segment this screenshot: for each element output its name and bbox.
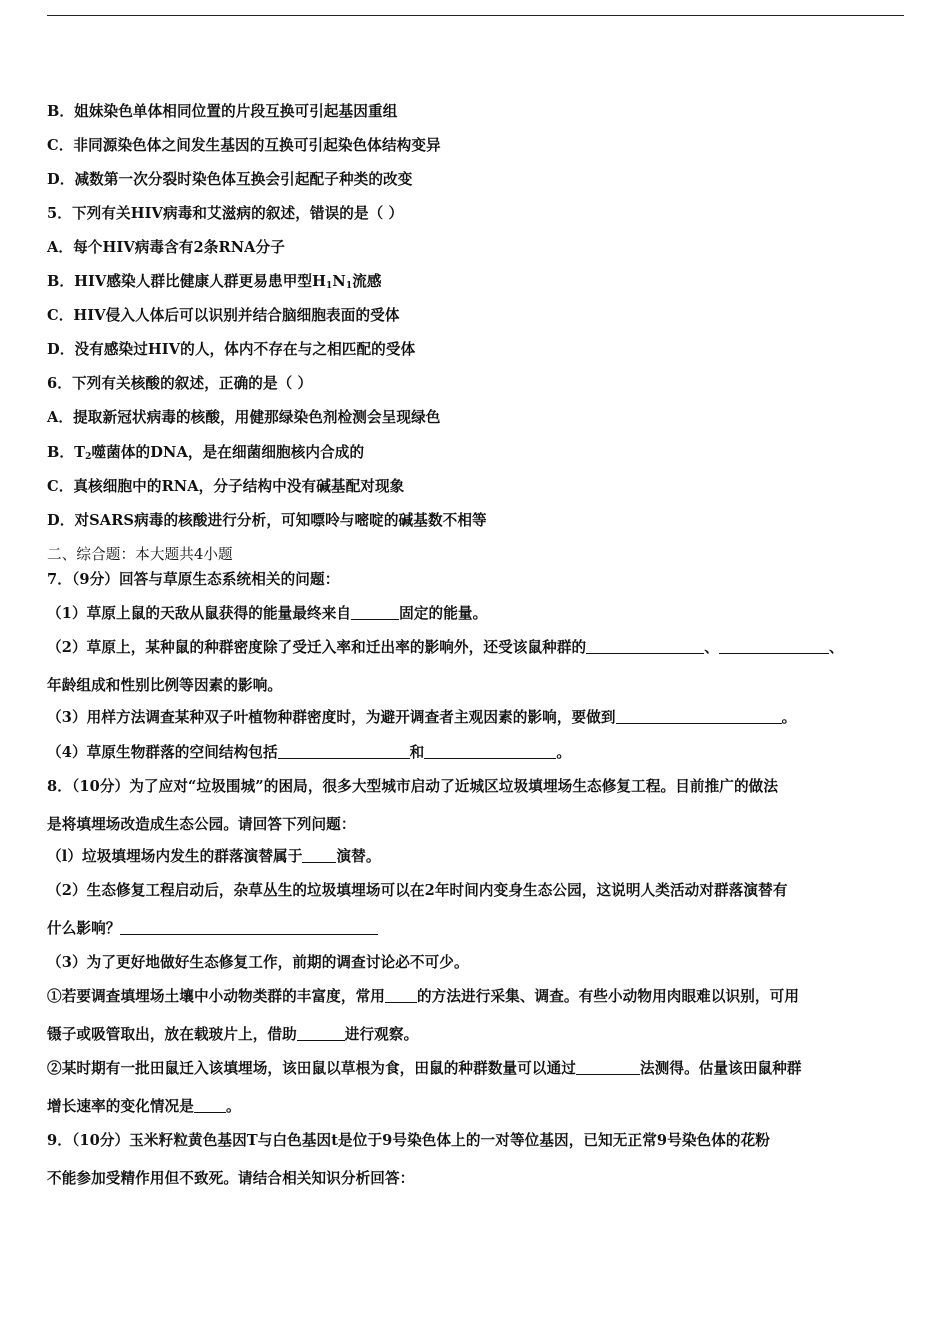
section-heading	[47, 545, 233, 565]
text: （2）生态修复工程启动后，杂草丛生的垃圾填埋场可以在2年时间内变身生态公园，这说明人类活动对群落演替有	[47, 882, 788, 899]
text: 年龄组成和性别比例等因素的影响。	[47, 677, 283, 694]
text: 噬菌体的DNA，是在细菌细胞核内合成的	[91, 444, 365, 461]
question-8	[47, 777, 778, 797]
option-d	[47, 170, 412, 190]
answer-blank	[719, 639, 829, 654]
text: 二、综合题：本大题共4小题	[47, 546, 233, 563]
answer-blank	[424, 744, 556, 759]
q5-option-d	[47, 340, 415, 360]
text: D．没有感染过HIV的人，体内不存在与之相匹配的受体	[47, 341, 416, 358]
q5-option-a	[47, 238, 285, 258]
answer-blank	[385, 988, 417, 1003]
text: ①若要调查填埋场土壤中小动物类群的丰富度，常用	[47, 988, 385, 1005]
text: 镊子或吸管取出，放在载玻片上，借助	[47, 1026, 297, 1043]
q7-part-3	[47, 708, 796, 728]
text: 进行观察。	[344, 1026, 419, 1043]
answer-blank	[302, 848, 336, 863]
question-9	[47, 1131, 770, 1151]
q8-part-3-item-2-cont	[47, 1097, 241, 1117]
q8-part-3-item-1	[47, 987, 799, 1007]
text: （l）垃圾填埋场内发生的群落演替属于	[47, 848, 303, 865]
q8-part-3-item-1-cont	[47, 1025, 418, 1045]
option-b	[47, 102, 397, 122]
q6-option-d	[47, 511, 487, 531]
q7-part-4	[47, 743, 571, 763]
text: 的方法进行采集、调查。有些小动物用肉眼难以识别，可用	[416, 988, 800, 1005]
q6-option-c	[47, 477, 404, 497]
q8-part-2	[47, 881, 788, 901]
question-7	[47, 570, 339, 590]
text: 流感	[352, 273, 382, 290]
subscript: 2	[85, 452, 92, 462]
text: （3）为了更好地做好生态修复工作，前期的调查讨论必不可少。	[47, 954, 469, 971]
header-rule	[47, 15, 904, 16]
text: N	[332, 273, 346, 290]
text: D．对SARS病毒的核酸进行分析，可知嘌呤与嘧啶的碱基数不相等	[47, 512, 487, 529]
answer-blank	[297, 1026, 345, 1041]
text: B．T	[47, 444, 86, 461]
text: C．HIV侵入人体后可以识别并结合脑细胞表面的受体	[47, 307, 400, 324]
answer-blank	[576, 1060, 640, 1075]
text: D．减数第一次分裂时染色体互换会引起配子种类的改变	[47, 171, 413, 188]
text: 、	[704, 639, 719, 656]
question-8-cont	[47, 815, 356, 835]
answer-blank	[616, 709, 782, 724]
q5-option-b	[47, 272, 382, 292]
answer-blank	[586, 639, 704, 654]
answer-blank	[120, 920, 378, 935]
text: （4）草原生物群落的空间结构包括	[47, 744, 278, 761]
question-6	[47, 374, 312, 394]
subscript: 1	[325, 281, 333, 291]
q7-part-1	[47, 604, 487, 624]
q8-part-3-item-2	[47, 1059, 802, 1079]
text: 不能参加受精作用但不致死。请结合相关知识分析回答：	[47, 1170, 415, 1187]
answer-blank	[351, 605, 399, 620]
text: 、	[828, 639, 844, 656]
text: 6．下列有关核酸的叙述，正确的是（ ）	[47, 375, 313, 392]
text: （1）草原上鼠的天敌从鼠获得的能量最终来自	[47, 605, 352, 622]
text: 。	[556, 744, 572, 761]
q7-part-2-cont	[47, 676, 282, 696]
text: 。	[781, 709, 797, 726]
q6-option-a	[47, 408, 440, 428]
text: （2）草原上，某种鼠的种群密度除了受迁入率和迁出率的影响外，还受该鼠种群的	[47, 639, 587, 656]
text: 固定的能量。	[399, 605, 488, 622]
text: ②某时期有一批田鼠迁入该填埋场，该田鼠以草根为食，田鼠的种群数量可以通过	[47, 1060, 576, 1077]
text: 和	[409, 744, 425, 761]
text: （3）用样方法调查某种双子叶植物种群密度时，为避开调查者主观因素的影响，要做到	[47, 709, 616, 726]
text: 8．（10分）为了应对“垃圾围城”的困局，很多大型城市启动了近城区垃圾填埋场生态修复工程。目前推广的做法	[47, 778, 779, 795]
text: A．提取新冠状病毒的核酸，用健那绿染色剂检测会呈现绿色	[47, 409, 441, 426]
text: 9．（10分）玉米籽粒黄色基因T与白色基因t是位于9号染色体上的一对等位基因，已知无正常9号染色体的花粉	[47, 1132, 770, 1149]
text: 法测得。估量该田鼠种群	[639, 1060, 802, 1077]
text: 5．下列有关HIV病毒和艾滋病的叙述，错误的是（ ）	[47, 205, 404, 222]
q8-part-2-cont	[47, 919, 378, 939]
text: 是将填埋场改造成生态公园。请回答下列问题：	[47, 816, 356, 833]
text: 增长速率的变化情况是	[47, 1098, 194, 1115]
text: 演替。	[336, 848, 381, 865]
answer-blank	[194, 1098, 226, 1113]
text: 什么影响？	[47, 920, 121, 937]
text: A．每个HIV病毒含有2条RNA分子	[47, 239, 285, 256]
text: B．HIV感染人群比健康人群更易患甲型H	[47, 273, 326, 290]
question-9-cont	[47, 1169, 414, 1189]
text: C．非同源染色体之间发生基因的互换可引起染色体结构变异	[47, 137, 441, 154]
text: 。	[225, 1098, 241, 1115]
q8-part-3	[47, 953, 469, 973]
text: B．姐妹染色单体相同位置的片段互换可引起基因重组	[47, 103, 398, 120]
subscript: 1	[345, 281, 353, 291]
question-5	[47, 204, 403, 224]
q6-option-b	[47, 443, 364, 463]
q5-option-c	[47, 306, 400, 326]
option-c	[47, 136, 441, 156]
answer-blank	[278, 744, 410, 759]
text: 7．（9分）回答与草原生态系统相关的问题：	[47, 571, 340, 588]
text: C．真核细胞中的RNA，分子结构中没有碱基配对现象	[47, 478, 405, 495]
q7-part-2	[47, 638, 844, 658]
q8-part-1	[47, 847, 381, 867]
